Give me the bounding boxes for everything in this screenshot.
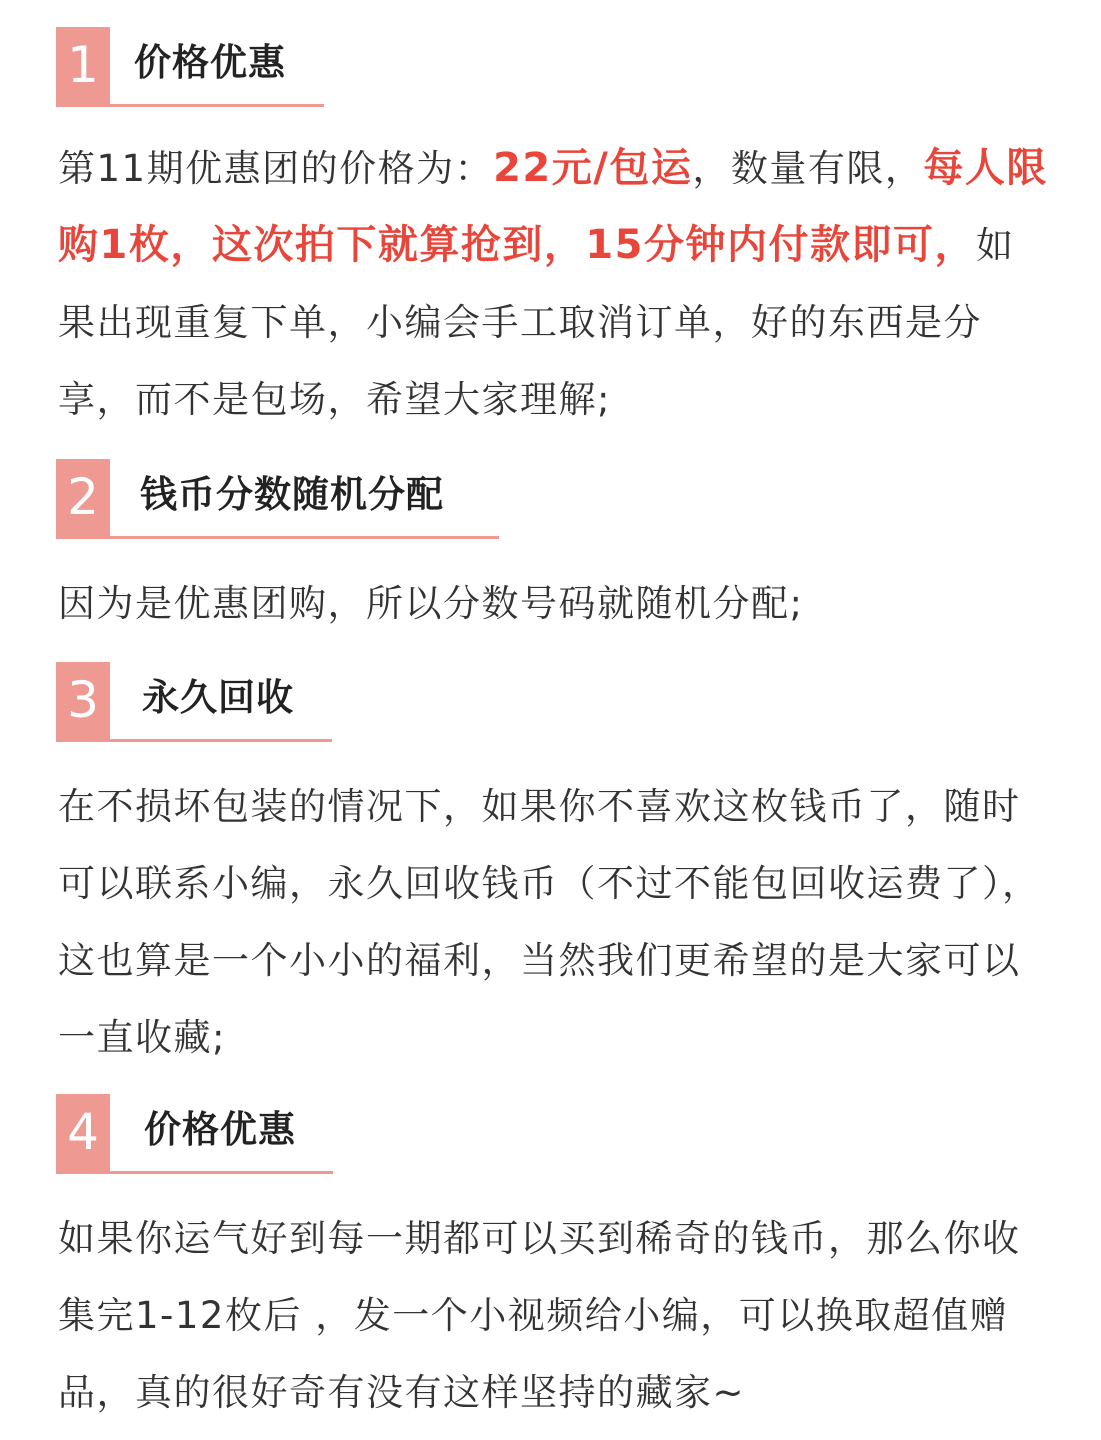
section-title: 永久回收 <box>142 676 294 719</box>
section-2-body: 因为是优惠团购，所以分数号码就随机分配; <box>58 582 804 625</box>
section-underline <box>110 1171 333 1174</box>
section-1-header <box>56 27 324 107</box>
section-title: 价格优惠 <box>134 41 286 84</box>
body-text: ，数量有限， <box>692 147 924 190</box>
section-title: 钱币分数随机分配 <box>140 473 444 516</box>
body-text: 第11期优惠团的价格为： <box>58 147 494 190</box>
section-title: 价格优惠 <box>144 1108 296 1151</box>
section-number-badge: 2 <box>56 459 110 539</box>
section-number-badge: 3 <box>56 662 110 742</box>
section-3-body: 在不损坏包装的情况下，如果你不喜欢这枚钱币了，随时可以联系小编，永久回收钱币（不过不能包回收运费了），这也算是一个小小的福利，当然我们更希望的是大家可以一直收藏; <box>58 785 1041 1059</box>
body-text: 如果出现重复下单，小编会手工取消订单，好的东西是分享，而不是包场，希望大家理解; <box>58 224 1015 421</box>
purchase-limit-highlight: 每人限购1枚，这次拍下就算抢到，15分钟内付款即可， <box>58 145 1048 268</box>
section-underline <box>110 739 332 742</box>
section-number-badge: 1 <box>56 27 110 107</box>
section-3-header <box>56 662 332 742</box>
section-number-badge: 4 <box>56 1094 110 1174</box>
section-underline <box>110 536 499 539</box>
section-4-header <box>56 1094 333 1174</box>
section-underline <box>110 104 324 107</box>
price-highlight: 22元/包运 <box>493 145 693 191</box>
section-2-header <box>56 459 499 539</box>
section-4-body: 如果你运气好到每一期都可以买到稀奇的钱币，那么你收集完1-12枚后 ，发一个小视频给小编，可以换取超值赠品，真的很好奇有没有这样坚持的藏家~ <box>58 1217 1021 1414</box>
section-1-body <box>58 130 1048 438</box>
